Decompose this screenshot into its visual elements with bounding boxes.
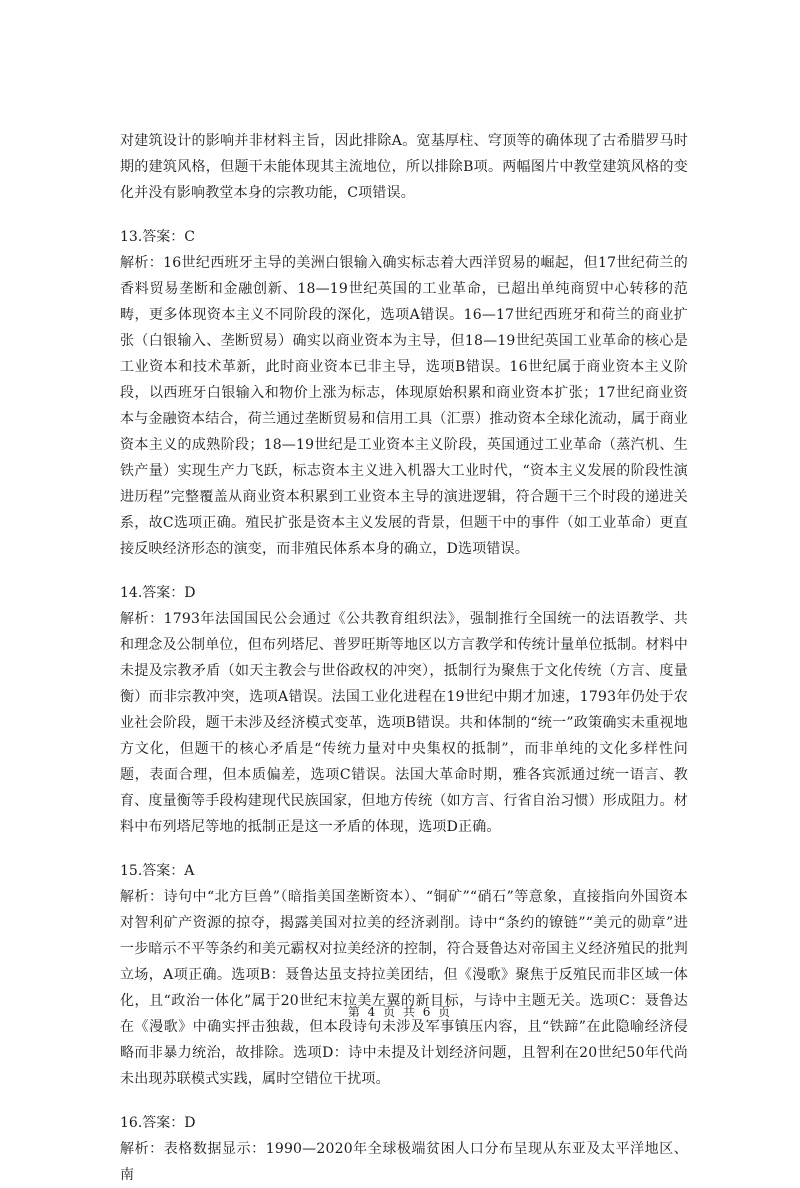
question-15	[120, 858, 688, 1092]
answer-line: 13.答案：C	[120, 229, 195, 245]
question-16	[120, 1110, 688, 1188]
intro-paragraph: 对建筑设计的影响并非材料主旨，因此排除A。宽基厚柱、穹顶等的确体现了古希腊罗马时期的建筑风格，但题干未能体现其主流地位，所以排除B项。两幅图片中教堂建筑风格的变化并没有影响教堂本身的宗教功能，C项错误。	[120, 133, 688, 201]
analysis-paragraph: 解析：表格数据显示：1990—2020年全球极端贫困人口分布呈现从东亚及太平洋地区、南	[120, 1141, 688, 1183]
question-13	[120, 224, 688, 562]
answer-line: 16.答案：D	[120, 1115, 196, 1131]
question-14	[120, 580, 688, 840]
analysis-paragraph: 解析：1793年法国国民公会通过《公共教育组织法》，强制推行全国统一的法语教学、共和理念及公制单位，但布列塔尼、普罗旺斯等地区以方言教学和传统计量单位抵制。材料中未提及宗教矛盾（如天主教会与世俗政权的冲突），抵制行为聚焦于文化传统（方言、度量衡）而非宗教冲突，选项A错误。法国工业化进程在19世纪中期才加速，1793年仍处于农业社会阶段，题干未涉及经济模式变革，选项B错误。共和体制的“统一”政策确实未重视地方文化，但题干的核心矛盾是“传统力量对中央集权的抵制”，而非单纯的文化多样性问题，表面合理，但本质偏差，选项C错误。法国大革命时期，雅各宾派通过统一语言、教育、度量衡等手段构建现代民族国家，但地方传统（如方言、行省自治习惯）形成阻力。材料中布列塔尼等地的抵制正是这一矛盾的体现，选项D正确。	[120, 611, 688, 835]
document-page	[120, 128, 688, 1188]
analysis-paragraph: 解析：16世纪西班牙主导的美洲白银输入确实标志着大西洋贸易的崛起，但17世纪荷兰的香料贸易垄断和金融创新、18—19世纪英国的工业革命，已超出单纯商贸中心转移的范畴，更多体现资本主义不同阶段的深化，选项A错误。16—17世纪西班牙和荷兰的商业扩张（白银输入、垄断贸易）确实以商业资本为主导，但18—19世纪英国工业革命的核心是工业资本和技术革新，此时商业资本已非主导，选项B错误。16世纪属于商业资本主义阶段，以西班牙白银输入和物价上涨为标志，体现原始积累和商业资本扩张；17世纪商业资本与金融资本结合，荷兰通过垄断贸易和信用工具（汇票）推动资本全球化流动，属于商业资本主义的成熟阶段；18—19世纪是工业资本主义阶段，英国通过工业革命（蒸汽机、生铁产量）实现生产力飞跃，标志资本主义进入机器大工业时代，“资本主义发展的阶段性演进历程”完整覆盖从商业资本积累到工业资本主导的演进逻辑，符合题干三个时段的递进关系，故C选项正确。殖民扩张是资本主义发展的背景，但题干中的事件（如工业革命）更直接反映经济形态的演变，而非殖民体系本身的确立，D选项错误。	[120, 255, 688, 557]
answer-line: 15.答案：A	[120, 863, 195, 879]
analysis-paragraph: 解析：诗句中“北方巨兽”（暗指美国垄断资本）、“铜矿”“硝石”等意象，直接指向外国资本对智利矿产资源的掠夺，揭露美国对拉美的经济剥削。诗中“条约的镣链”“美元的勋章”进一步暗示不平等条约和美元霸权对拉美经济的控制，符合聂鲁达对帝国主义经济殖民的批判立场，A项正确。选项B：聂鲁达虽支持拉美团结，但《漫歌》聚焦于反殖民而非区域一体化，且“政治一体化”属于20世纪末拉美左翼的新目标，与诗中主题无关。选项C：聂鲁达在《漫歌》中确实抨击独裁，但本段诗句未涉及军事镇压内容，且“铁蹄”在此隐喻经济侵略而非暴力统治，故排除。选项D：诗中未提及计划经济问题，且智利在20世纪50年代尚未出现苏联模式实践，属时空错位干扰项。	[120, 889, 688, 1087]
page-footer: 第 4 页 共 6 页	[347, 1005, 453, 1019]
answer-line: 14.答案：D	[120, 585, 196, 601]
